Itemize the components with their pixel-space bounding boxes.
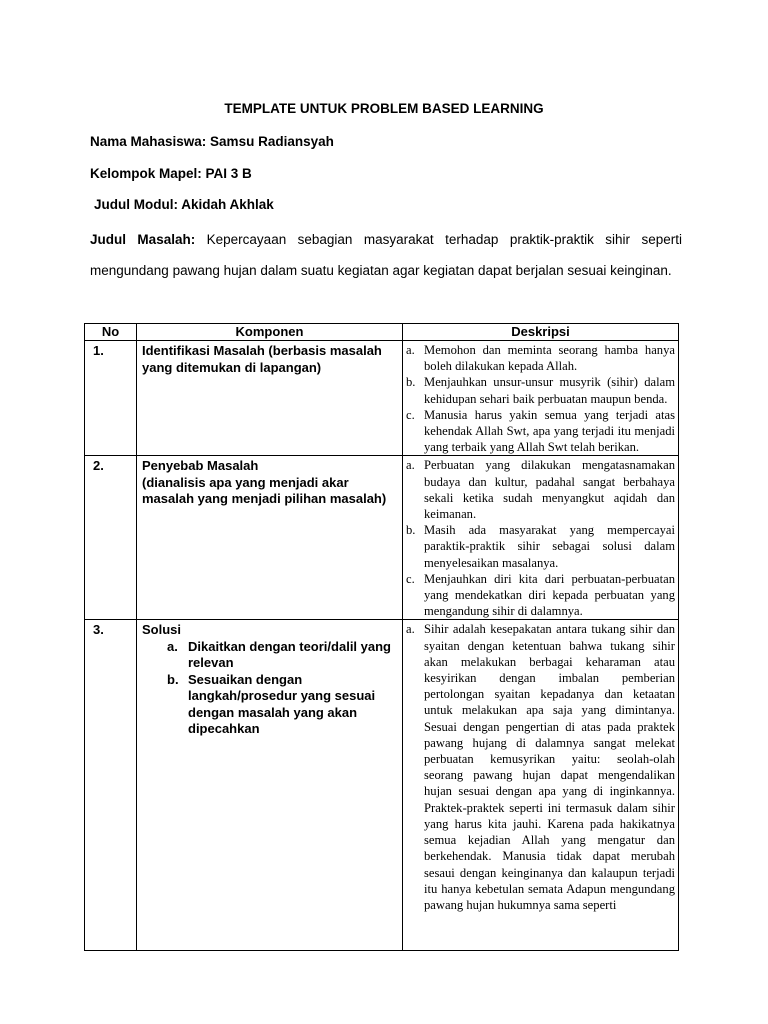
- description-item: [406, 571, 675, 620]
- component-sub-item: [142, 672, 398, 738]
- problem-text: Kepercayaan sebagian masyarakat terhadap praktik-praktik sihir seperti mengundang pawang hujan dalam suatu kegiatan agar kegiatan dapat berjalan sesuai keinginan.: [90, 232, 682, 278]
- pbl-table: [84, 323, 679, 951]
- description-cell: [403, 341, 679, 456]
- description-item: [406, 342, 675, 374]
- student-name: Nama Mahasiswa: Samsu Radiansyah: [90, 134, 334, 149]
- header-komponen: Komponen: [137, 324, 403, 341]
- component-text: (dianalisis apa yang menjadi akar masalah yang menjadi pilihan masalah): [142, 474, 387, 507]
- description-item: [406, 522, 675, 571]
- description-marker: a.: [406, 343, 415, 357]
- sub-item-text: Dikaitkan dengan teori/dalil yang relevan: [188, 638, 391, 671]
- problem-label: Judul Masalah:: [90, 232, 196, 247]
- component-sub-item: [142, 639, 398, 672]
- description-cell: [403, 620, 679, 951]
- description-marker: b.: [406, 375, 416, 390]
- row-number: 2.: [85, 456, 137, 620]
- description-marker: a.: [406, 458, 415, 473]
- header-no: No: [85, 324, 137, 341]
- table-row: [85, 456, 679, 620]
- description-text: Perbuatan yang dilakukan mengatasnamakan budaya dan kultur, padahal sangat berbahaya sekali ketika sudah menyangkut aqidah dan keimanan.: [424, 458, 675, 522]
- description-text: Masih ada masyarakat yang mempercayai paraktik-praktik sihir sebagai solusi dalam menyelesaikan masalanya.: [424, 523, 675, 570]
- description-item: [406, 407, 675, 456]
- description-text: Memohon dan meminta seorang hamba hanya boleh dilakukan kepada Allah.: [424, 343, 675, 374]
- page-title: TEMPLATE UNTUK PROBLEM BASED LEARNING: [224, 101, 544, 116]
- description-text: Menjauhkan unsur-unsur musyrik (sihir) dalam kehidupan sehari baik perbuatan maupun benda.: [424, 375, 675, 406]
- description-marker: b.: [406, 523, 416, 538]
- module-title: Judul Modul: Akidah Akhlak: [94, 197, 274, 212]
- description-item: [406, 621, 675, 913]
- problem-statement: [90, 224, 682, 286]
- sub-item-marker: b.: [167, 671, 179, 687]
- row-number: 1.: [85, 341, 137, 456]
- component-cell: [137, 456, 403, 620]
- description-text: Menjauhkan diri kita dari perbuatan-perbuatan yang mendekatkan diri kepada perbuatan yang mengandung sihir di dalamnya.: [424, 571, 675, 619]
- description-marker: c.: [406, 571, 415, 586]
- component-text: Identifikasi Masalah (berbasis masalah yang ditemukan di lapangan): [142, 343, 382, 375]
- header-deskripsi: Deskripsi: [403, 324, 679, 341]
- description-item: [406, 457, 675, 522]
- description-marker: c.: [406, 407, 415, 422]
- description-item: [406, 374, 675, 406]
- description-text: Sihir adalah kesepakatan antara tukang sihir dan syaitan dengan ketentuan bahwa tukang sihir akan melakukan berbagai keharaman atau kesyirikan dengan imbalan pemberian pertolongan syaitan kepadanya dan ketaatan untuk melakukan apa saja yang dimintanya. Sesuai dengan pengertian di atas pada praktek pawang hujang di dalamnya sangat melekat perbuatan kemusyrikan yaitu: seolah-olah seorang pawang hujan dapat mengendalikan hujan sesuai dengan apa yang di inginkannya. Praktek-praktek seperti ini termasuk dalam sihir yang harus kita jauhi. Karena pada hakikatnya semua kejadian Allah yang mengatur dan berkehendak. Manusia tidak dapat merubah sesaui dengan keinginanya dan kalaupun terjadi itu hanya kebetulan semata Adapun mengundang pawang hujan hukumnya sama seperti: [424, 622, 675, 912]
- description-cell: [403, 456, 679, 620]
- description-marker: a.: [406, 622, 415, 637]
- component-text: Penyebab Masalah: [142, 458, 259, 474]
- table-row: [85, 341, 679, 456]
- component-cell: [137, 620, 403, 951]
- component-text: Solusi: [142, 622, 182, 638]
- table-header-row: [85, 324, 679, 341]
- row-number: 3.: [85, 620, 137, 951]
- table-row: [85, 620, 679, 951]
- component-cell: [137, 341, 403, 456]
- description-text: Manusia harus yakin semua yang terjadi atas kehendak Allah Swt, apa yang terjadi itu menjadi yang terbaik yang Allah Swt telah berikan.: [424, 407, 675, 455]
- sub-item-marker: a.: [167, 638, 178, 654]
- sub-item-text: Sesuaikan dengan langkah/prosedur yang sesuai dengan masalah yang akan dipecahkan: [188, 671, 376, 737]
- subject-group: Kelompok Mapel: PAI 3 B: [90, 166, 252, 181]
